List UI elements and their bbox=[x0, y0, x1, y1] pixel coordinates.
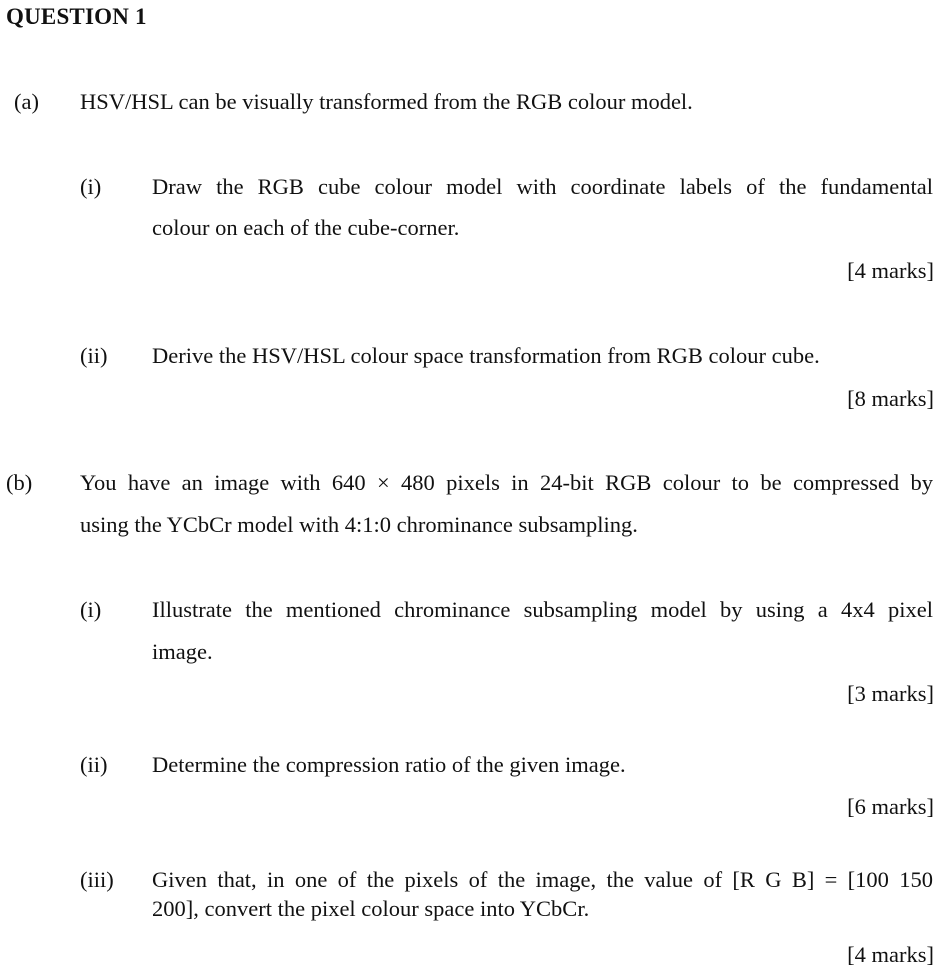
part-b-iii-line1-text: Given that, in one of the pixels of the image, the value of [R G B] = [100 150 bbox=[152, 867, 933, 892]
part-b-iii-line1 bbox=[152, 867, 933, 893]
part-b-ii-label: (ii) bbox=[80, 752, 108, 777]
part-a-ii-label: (ii) bbox=[80, 343, 108, 368]
part-b-intro-line1 bbox=[80, 470, 933, 496]
part-b-i-marks: [3 marks] bbox=[847, 681, 934, 706]
part-b-label: (b) bbox=[6, 470, 33, 495]
part-b-ii-line1: Determine the compression ratio of the given image. bbox=[152, 752, 626, 777]
part-a-ii-marks: [8 marks] bbox=[847, 386, 934, 411]
part-a-i-line2: colour on each of the cube-corner. bbox=[152, 215, 460, 240]
part-a-intro: HSV/HSL can be visually transformed from the RGB colour model. bbox=[80, 89, 693, 114]
part-a-i-line1-text: Draw the RGB cube colour model with coordinate labels of the fundamental bbox=[152, 174, 933, 199]
part-b-iii-label: (iii) bbox=[80, 867, 114, 892]
question-title: QUESTION 1 bbox=[6, 4, 147, 29]
part-a-i-marks: [4 marks] bbox=[847, 258, 934, 283]
part-b-intro-line2: using the YCbCr model with 4:1:0 chrominance subsampling. bbox=[80, 512, 638, 537]
part-b-ii-marks: [6 marks] bbox=[847, 794, 934, 819]
part-a-ii-line1: Derive the HSV/HSL colour space transformation from RGB colour cube. bbox=[152, 343, 820, 368]
part-a-i-line1 bbox=[152, 174, 933, 200]
part-b-i-line2: image. bbox=[152, 639, 213, 664]
part-b-i-line1 bbox=[152, 597, 933, 623]
part-b-i-line1-text: Illustrate the mentioned chrominance subsampling model by using a 4x4 pixel bbox=[152, 597, 933, 622]
part-a-i-label: (i) bbox=[80, 174, 102, 199]
part-a-label: (a) bbox=[14, 89, 39, 114]
part-b-i-label: (i) bbox=[80, 597, 102, 622]
part-b-iii-line2: 200], convert the pixel colour space into YCbCr. bbox=[152, 896, 590, 921]
part-b-intro-line1-text: You have an image with 640 × 480 pixels in 24-bit RGB colour to be compressed by bbox=[80, 470, 933, 495]
part-b-iii-marks: [4 marks] bbox=[847, 942, 934, 967]
